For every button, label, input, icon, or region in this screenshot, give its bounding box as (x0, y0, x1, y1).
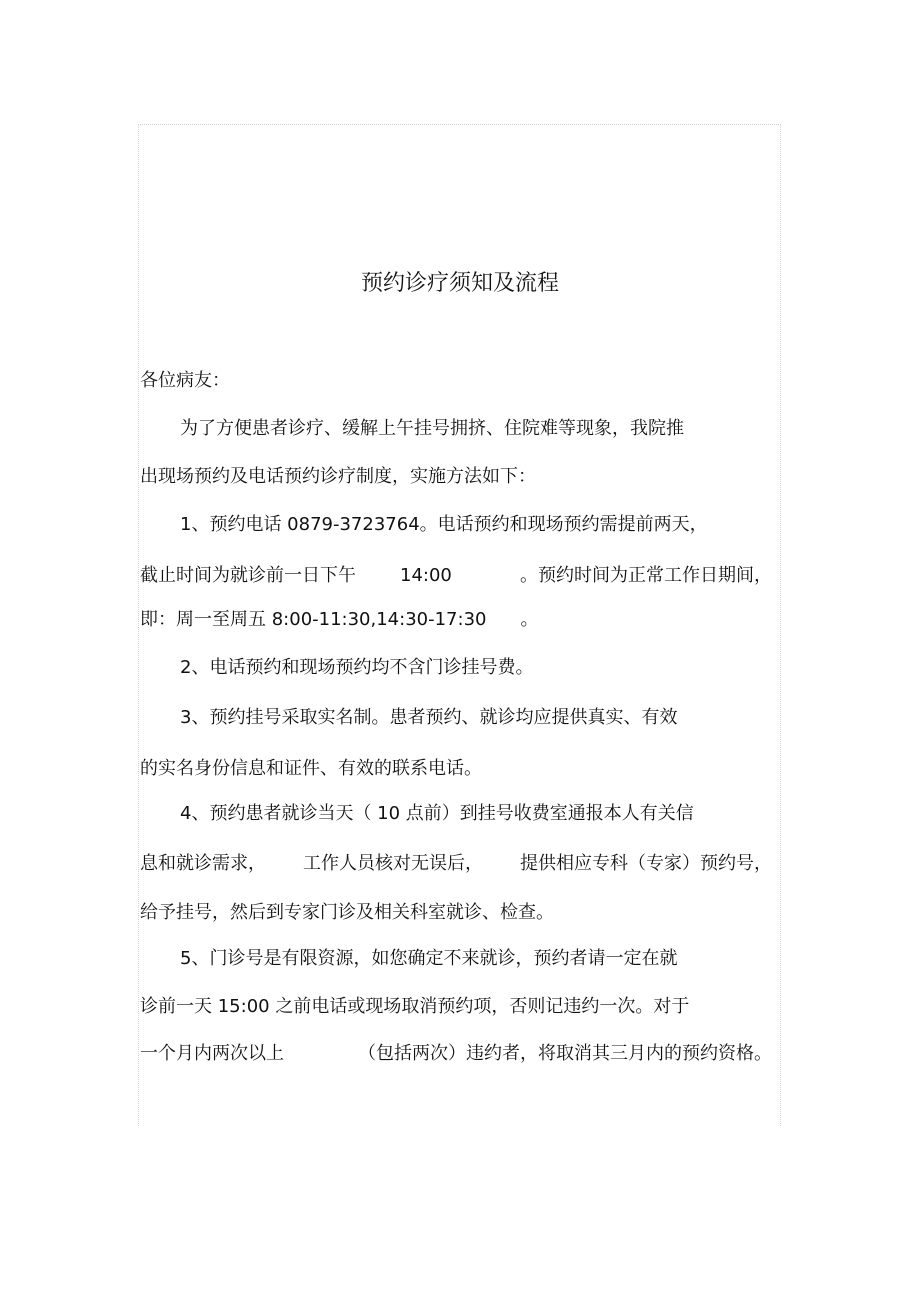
item-1-line-1: 1、预约电话 0879-3723764。电话预约和现场预约需提前两天， (180, 514, 708, 535)
item-1-line-3 (140, 607, 538, 633)
item-5-line-3-part-a: 一个月内两次以上 (140, 1043, 284, 1064)
item-5-line-1: 5、门诊号是有限资源，如您确定不来就诊，预约者请一定在就 (180, 948, 678, 969)
item-4-line-2-part-a: 息和就诊需求， (140, 853, 266, 874)
item-1-line-2 (140, 563, 772, 589)
item-4-line-2-part-b: 工作人员核对无误后， (303, 853, 483, 874)
intro-line-1: 为了方便患者诊疗、缓解上午挂号拥挤、住院难等现象，我院推 (180, 418, 684, 439)
item-4-line-3: 给予挂号，然后到专家门诊及相关科室就诊、检查。 (140, 902, 554, 923)
item-4-line-2 (140, 851, 772, 877)
item-1-line-3-part-a: 即：周一至周五 8:00-11:30,14:30-17:30 (140, 609, 487, 630)
item-2-line-1: 2、电话预约和现场预约均不含门诊挂号费。 (180, 657, 534, 678)
item-1-line-2-part-b: 14:00 (400, 565, 452, 586)
item-1-line-2-part-c: 。预约时间为正常工作日期间， (520, 565, 772, 586)
item-5-line-2: 诊前一天 15:00 之前电话或现场取消预约项，否则记违约一次。对于 (140, 996, 690, 1017)
item-3-line-1: 3、预约挂号采取实名制。患者预约、就诊均应提供真实、有效 (180, 707, 678, 728)
document-title: 预约诊疗须知及流程 (360, 271, 559, 296)
item-4-line-2-part-c: 提供相应专科（专家）预约号， (520, 853, 772, 874)
item-1-line-2-part-a: 截止时间为就诊前一日下午 (140, 565, 356, 586)
item-3-line-2: 的实名身份信息和证件、有效的联系电话。 (140, 758, 482, 779)
intro-line-2: 出现场预约及电话预约诊疗制度，实施方法如下： (140, 466, 536, 487)
greeting: 各位病友： (140, 370, 230, 391)
item-1-line-3-part-b: 。 (520, 609, 539, 630)
item-5-line-3 (140, 1041, 772, 1067)
item-4-line-1: 4、预约患者就诊当天（ 10 点前）到挂号收费室通报本人有关信 (180, 803, 694, 824)
item-5-line-3-part-b: （包括两次）违约者，将取消其三月内的预约资格。 (358, 1043, 772, 1064)
